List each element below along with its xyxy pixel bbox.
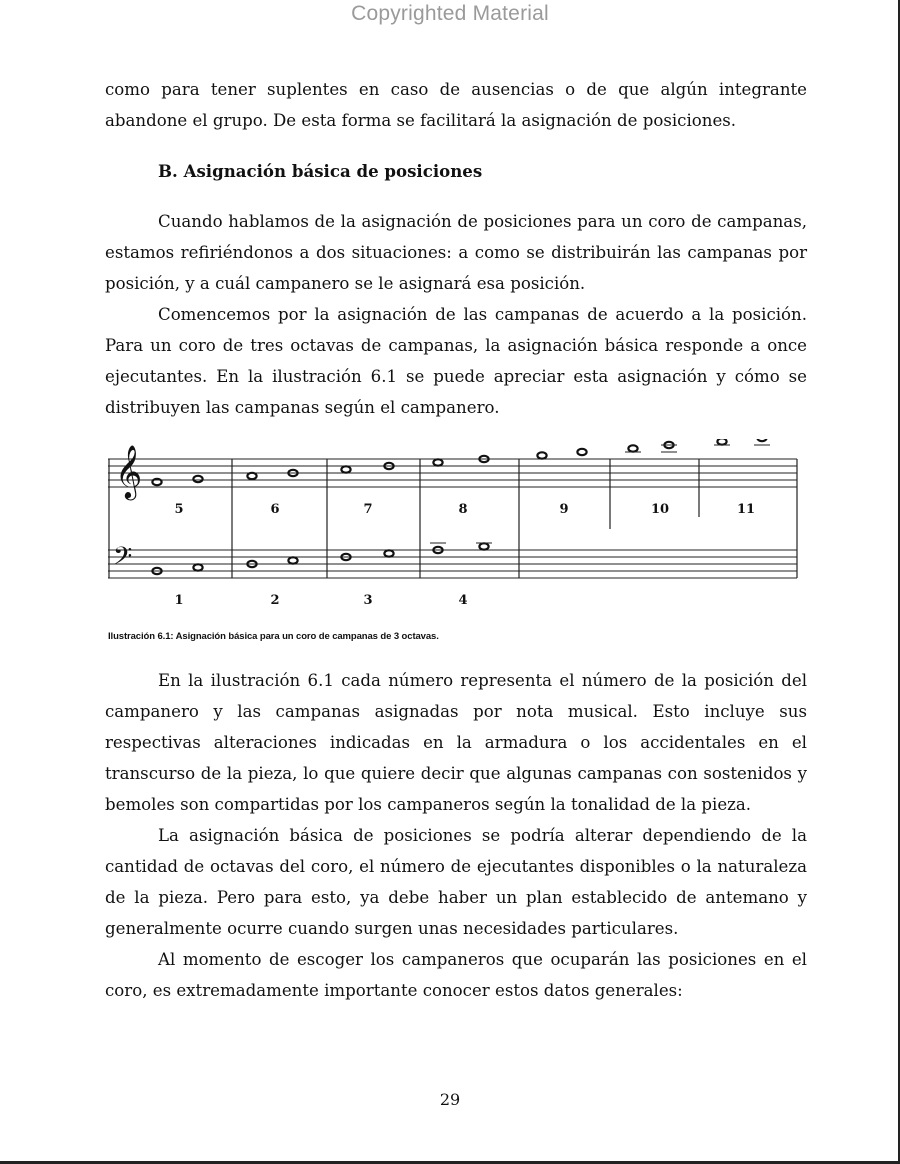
position-number: 10 — [650, 502, 670, 517]
section-heading: B. Asignación básica de posiciones — [158, 161, 483, 181]
treble-notes — [152, 439, 766, 485]
bass-clef-icon: 𝄢 — [113, 542, 133, 577]
position-number: 4 — [458, 593, 468, 608]
paragraph-6: Al momento de escoger los campaneros que ocuparán las posiciones en el coro, es extremadamente importante conocer estos datos generales: — [105, 950, 807, 1000]
position-number: 2 — [270, 593, 280, 608]
position-number: 8 — [458, 502, 468, 517]
treble-staff-lines — [108, 459, 797, 487]
page-number: 29 — [439, 1090, 461, 1109]
position-number: 3 — [363, 593, 373, 608]
copyright-watermark: Copyrighted Material — [351, 2, 549, 25]
position-number: 6 — [270, 502, 280, 517]
bass-notes — [152, 543, 488, 574]
paragraph-2: Cuando hablamos de la asignación de posiciones para un coro de campanas, estamos refiriéndonos a dos situaciones: a como se distribuirán las campanas por posición, y a cuál campanero se le asignará esa posición. — [105, 212, 807, 293]
paragraph-3: Comencemos por la asignación de las campanas de acuerdo a la posición. Para un coro de tres octavas de campanas, la asignación básica responde a once ejecutantes. En la ilustración 6.1 se puede apreciar esta asignación y cómo se distribuyen las campanas según el campanero. — [105, 305, 807, 417]
position-number: 5 — [174, 502, 184, 517]
bass-staff-lines — [108, 550, 797, 578]
position-number: 9 — [559, 502, 569, 517]
figure-caption: Ilustración 6.1: Asignación básica para un coro de campanas de 3 octavas. — [108, 631, 439, 642]
paragraph-5: La asignación básica de posiciones se podría alterar dependiendo de la cantidad de octavas del coro, el número de ejecutantes disponibles o la naturaleza de la pieza. Pero para esto, ya debe haber un plan establecido de antemano y generalmente ocurre cuando surgen unas necesidades particulares. — [105, 826, 807, 938]
page-body — [105, 74, 807, 1006]
handbell-assignment-figure — [105, 439, 807, 625]
music-staff-diagram — [105, 439, 807, 625]
treble-clef-icon: 𝄞 — [115, 444, 143, 498]
paragraph-4: En la ilustración 6.1 cada número representa el número de la posición del campanero y las campanas asignadas por nota musical. Esto incluye sus respectivas alteraciones indicadas en la armadura o los accidentales en el transcurso de la pieza, lo que quiere decir que algunas campanas con sostenidos y bemoles son compartidas por los campaneros según la tonalidad de la pieza. — [105, 671, 807, 814]
position-number: 7 — [363, 502, 373, 517]
position-number: 1 — [174, 593, 184, 608]
paragraph-1: como para tener suplentes en caso de ausencias o de que algún integrante abandone el grupo. De esta forma se facilitará la asignación de posiciones. — [105, 80, 807, 130]
position-number: 11 — [736, 502, 756, 517]
